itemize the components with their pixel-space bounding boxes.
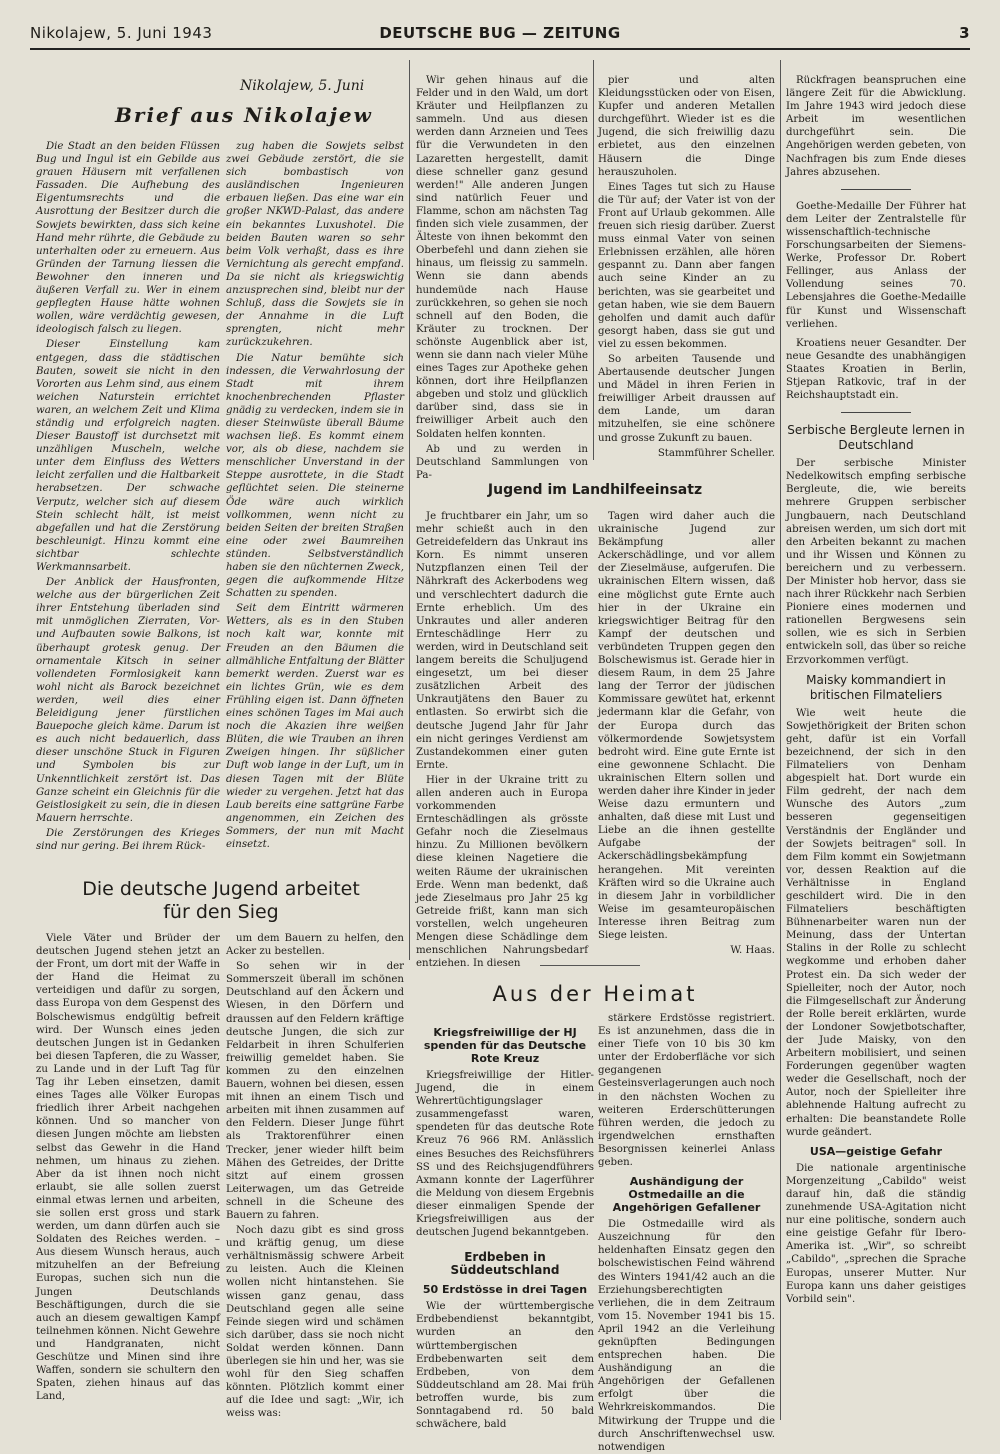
separator (841, 189, 911, 190)
jugend-signature: Stammführer Scheller. (657, 447, 775, 459)
paragraph: Die Natur bemühte sich indessen, die Verwahrlosung der Stadt mit ihrem knochenbrechenden Pflaster gnädig zu verdecken, indem sie in dieser Steinwüste überall Bäume wachsen ließ. Es kommt einem vor, als ob diese, nachdem sie menschlicher Unverstand in der Steppe ausrottete, in die Stadt geflüchtet seien. Die steinerne Öde wäre auch wirklich vollkommen, wenn nicht zu beiden Seiten der breiten Straßen eine oder zwei Baumreihen stünden. Selbstverständlich haben sie den nüchternen Zweck, gegen die aufkommende Hitze Schatten zu spenden. (226, 352, 404, 600)
paragraph: So sehen wir in der Sommerszeit überall im schönen Deutschland auf den Äckern und Wiesen, in den Dörfern und draussen auf den Feldern kräftige deutsche Jungen, die sich zur Feldarbeit in ihren Schulferien freiwillig gemeldet haben. Sie kommen zu den einzelnen Bauern, wohnen bei diesen, essen mit ihnen an einem Tisch und arbeiten mit ihnen zusammen auf den Feldern. Dieser Junge führt als Traktorenführer einen Trecker, jener wieder hilft beim Mähen des Getreides, der Dritte sitzt auf einem grossen Leiterwagen, um das Getreide schnell in die Scheune des Bauern zu fahren. (226, 961, 404, 1221)
erdbeben-subheadline: 50 Erdstösse in drei Tagen (422, 1283, 588, 1297)
serb-headline: Serbische Bergleute lernen in Deutschland (787, 423, 965, 453)
usa-headline: USA—geistige Gefahr (809, 1144, 943, 1158)
brief-dateline: Nikolajew, 5. Juni (240, 78, 365, 94)
landhilfe-column-2 (598, 510, 775, 957)
jugend-column-3 (416, 74, 588, 481)
section-rule (540, 965, 640, 966)
paragraph: Tagen wird daher auch die ukrainische Jugend zur Bekämpfung aller Ackerschädlinge, und vor allem der Zieselmäuse, aufgerufen. Die ukrainischen Eltern wissen, daß eine möglichst gute Ernte auch hier in der Ukraine ein kriegswichtiger Beitrag für den Kampf der deutschen und verbündeten Truppen gegen den Bolschewismus ist. Gerade hier in diesem Raum, in dem 25 Jahre lang der Terror der jüdischen Kommissare gewütet hat, erkennt jedermann klar die Gefahr, von der Europa durch das völkermordende Sowjetsystem bedroht wird. Eine gute Ernte ist eine gewonnene Schlacht. Die ukrainischen Eltern sollen und werden daher ihre Kinder in jeder Weise dazu ermuntern und anhalten, daß diese mit Lust und Liebe an die ihnen gestellte Aufgabe der Ackerschädlingsbekämpfung herangehen. Mit vereinten Kräften wird so die Ukraine auch in diesem Jahr in vorbildlicher Weise im gesamteuropäischen Interesse ihren Beitrag zum Siege leisten. (598, 511, 775, 941)
column-rule (593, 60, 594, 460)
page-number: 3 (959, 24, 970, 42)
erdbeben-headline: Erdbeben in Süddeutschland (450, 1250, 560, 1278)
paragraph: Rückfragen beanspruchen eine längere Zeit für die Abwicklung. Im Jahre 1943 wird jedoch diese Arbeit im wesentlichen durchgeführt sein. Die Angehörigen werden gebeten, von Nachfragen bis zum Ende dieses Jahres abzusehen. (786, 75, 966, 178)
paragraph: Ab und zu werden in Deutschland Sammlungen von Pa- (416, 443, 588, 481)
column-rule (780, 60, 781, 1420)
landhilfe-headline: Jugend im Landhilfeeinsatz (487, 482, 703, 498)
paragraph: Die Stadt an den beiden Flüssen Bug und Ingul ist ein Gebilde aus grauen Häusern mit verfallenen Fassaden. Die Aufhebung des Eigentumsrechts und die Ausrottung der Besitzer durch die Sowjets bewirkten, dass sich keine Hand mehr rührte, die Gebäude zu unterhalten oder zu erneuern. Aus Gründen der Tarnung liessen die Bewohner den inneren und äußeren Verfall zu. Wer in einem gepflegten Hause hätte wohnen wollen, wäre verdächtig gewesen, ideologisch falsch zu liegen. (36, 141, 220, 336)
separator (841, 412, 911, 413)
right-column (786, 74, 966, 1419)
landhilfe-column-1 (416, 510, 588, 970)
kroatien-notice: Kroatiens neuer Gesandter. Der neue Gesandte des unabhängigen Staates Kroatien in Berlin, Stjepan Ratkovic, traf in der Reichshauptstadt ein. (786, 337, 966, 402)
jugend-headline-line-1: Die deutsche Jugend arbeitet (82, 878, 360, 900)
maisky-headline: Maisky kommandiert in britischen Filmateliers (806, 672, 946, 702)
paragraph: um dem Bauern zu helfen, den Acker zu bestellen. (226, 933, 404, 958)
column-rule (409, 60, 410, 960)
heimat-column-1 (416, 1020, 594, 1431)
heimat-headline: Aus der Heimat (492, 982, 698, 1006)
landhilfe-signature: W. Haas. (730, 945, 775, 957)
masthead-title: DEUTSCHE BUG — ZEITUNG (379, 24, 621, 42)
paragraph: Viele Väter und Brüder der deutschen Jugend stehen jetzt an der Front, um dort mit der Waffe in der Hand die Heimat zu verteidigen und dafür zu sorgen, dass Europa von dem Gespenst des Bolschewismus endgültig befreit wird. Der Wunsch eines jeden deutschen Jungen ist in Gedanken bei diesen Tapferen, die zu Wasser, zu Lande und in der Luft Tag für Tag ihr Leben einsetzen, damit eines Tages alle Völker Europas friedlich ihrer Arbeit nachgehen können. Und so mancher von diesen Jungen möchte am liebsten selbst das Gewehr in die Hand nehmen, um hinaus zu ziehen. Aber da ist ihnen noch nicht erlaubt, sie alle sollen zuerst einmal etwas lernen und arbeiten, sie sollen erst gross und stark werden, um dann dürfen auch sie Soldaten des Reiches werden. – Aus diesem Wunsch heraus, auch mitzuhelfen an der Befreiung Europas, suchen sich nun die Jungen Deutschlands Beschäftigungen, durch die sie auch an diesem gewaltigen Kampf teilnehmen können. Nicht Gewehre und Handgranaten, nicht Geschütze und Minen sind ihre Waffen, sondern sie schultern den Spaten, ziehen hinaus auf das Land, (36, 933, 220, 1403)
jugend-column-4 (598, 74, 775, 472)
paragraph: Eines Tages tut sich zu Hause die Tür auf; der Vater ist von der Front auf Urlaub gekommen. Alle freuen sich riesig darüber. Zuerst muss einmal Vater von seinen Erlebnissen erzählen, alle hören gespannt zu. Dann aber fangen auch seine Kinder an zu berichten, was sie gearbeitet und getan haben, wie sie dem Bauern geholfen und damit auch dafür gesorgt haben, dass sie gut und viel zu essen bekommen. (598, 181, 775, 350)
paragraph: Kriegsfreiwillige der Hitler-Jugend, die in einem Wehrertüchtigungslager zusammengefasst waren, spendeten für das deutsche Rote Kreuz 76 966 RM. Anlässlich eines Besuches des Reichsführers SS und des Reichsjugendführers Axmann konnte der Lagerführer die Meldung von diesem Ergebnis dieser einmaligen Spende der Kriegsfreiwilligen aus der deutschen Jugend bekanntgeben. (416, 1070, 594, 1239)
paragraph: Wie weit heute die Sowjethörigkeit der Briten schon geht, dafür ist ein Vorfall bezeichnend, der sich in den Filmateliers von Denham abgespielt hat. Dort wurde ein Film gedreht, der nach dem Wunsche des Autors „zum besseren gegenseitigen Verständnis der Engländer und der Sowjets beitragen" soll. In dem Film kommt ein Sowjetmann vor, dessen Reaktion auf die Verhältnisse in England geschildert wird. Die in den Filmateliers beschäftigten Bühnenarbeiter waren nun der Meinung, dass der Untertan Stalins in der Rolle zu schlecht wegkomme und erhoben daher Protest ein. Da sich weder der Spielleiter, noch der Autor, noch die Filmgesellschaft zur Änderung der Rolle bereit erklärten, wurde der Londoner Sowjetbotschafter, der Jude Maisky, von den Arbeitern mobilisiert, und seinen Forderungen gegenüber wagten weder die Gesellschaft, noch der Autor, noch der Spielleiter ihre ablehnende Haltung aufrecht zu erhalten: Die beanstandete Rolle wurde geändert. (786, 707, 966, 1138)
paragraph: Die nationale argentinische Morgenzeitung „Cabildo" weist darauf hin, daß die ständig zunehmende USA-Agitation nicht nur eine politische, sondern auch eine geistige Gefahr für Ibero-Amerika ist. „Wir", so schreibt „Cabildo", „sprechen die Sprache Europas, unserer Mutter. Nur Europa kann uns daher geistiges Vorbild sein". (786, 1162, 966, 1305)
masthead-place-date: Nikolajew, 5. Juni 1943 (30, 24, 213, 42)
paragraph: zug haben die Sowjets selbst zwei Gebäude zerstört, die sie sich bombastisch von ausländischen Ingenieuren erbauen ließen. Das eine war ein großer NKWD-Palast, das andere ein bekanntes Luxushotel. Die beiden Bauten waren so sehr beim Volk verhaßt, dass es ihre Vernichtung als gerecht empfand. Da sie nicht als kriegswichtig anzusprechen sind, bleibt nur der Schluß, dass die Sowjets sie in der Annahme in die Luft sprengten, nicht mehr zurückzukehren. (226, 141, 404, 349)
brief-column-2 (226, 140, 404, 865)
jugend-headline-line-2: für den Sieg (163, 901, 279, 923)
paragraph: Hier in der Ukraine tritt zu allen anderen auch in Europa vorkommenden Ernteschädlingen als grösste Gefahr noch die Zieselmaus hinzu. Zu Millionen bevölkern diese kleinen Nagetiere die weiten Räume der ukrainischen Erde. Wenn man bedenkt, daß jede Zieselmaus pro Jahr 25 kg Getreide frißt, kann man sich vorstellen, welch ungeheuren Mengen diese Schädlinge dem menschlichen Nahrungsbedarf entziehen. In diesen (416, 774, 588, 970)
goethe-notice: Goethe-Medaille Der Führer hat dem Leiter der Zentralstelle für wissenschaftlich-technische Forschungsarbeiten der Siemens-Werke, Professor Dr. Robert Fellinger, aus Anlass der Vollendung seines 70. Lebensjahres die Goethe-Medaille für Kunst und Wissenschaft verliehen. (786, 200, 966, 330)
jugend-headline (36, 878, 406, 924)
paragraph: Dieser Einstellung kam entgegen, dass die städtischen Bauten, soweit sie nicht in den Vororten aus Lehm sind, aus einem weichen Naturstein errichtet waren, an welchem Zeit und Klima ständig und erfolgreich nagten. Dieser Baustoff ist durchsetzt mit unzähligen Muscheln, welche unter dem Einfluss des Wetters leicht zerfallen und die Haltbarkeit herabsetzen. Der schwache Verputz, welcher sich auf diesem Stein schlecht hält, ist meist abgefallen und hat die Zerstörung beschleunigt. Hinzu kommt eine sichtbar schlechte Werkmannsarbeit. (36, 339, 220, 573)
jugend-column-2 (226, 932, 404, 1420)
jugend-column-1 (36, 932, 220, 1412)
hj-headline: Kriegsfreiwillige der HJ spenden für das Deutsche Rote Kreuz (423, 1026, 587, 1065)
paragraph: Der serbische Minister Nedelkowitsch empfing serbische Bergleute, die, wie bereits mehrere Gruppen serbischer Jungbauern, nach Deutschland abreisen werden, um sich dort mit den Arbeiten bekannt zu machen und ihr Wissen und Können zu bereichern und zu verbessern. Der Minister hob hervor, dass sie nach ihrer Rückkehr nach Serbien Pioniere eines modernen und rationellen Bergwesens sein sollen, wie es sich in Serbien entwickeln soll, das über so reiche Erzvorkommen verfügt. (786, 458, 966, 666)
heimat-column-2 (598, 1012, 775, 1453)
ostmedaille-headline: Aushändigung der Ostmedaille an die Angehörigen Gefallener (612, 1175, 761, 1215)
brief-headline: Brief aus Nikolajew (115, 103, 373, 127)
masthead (30, 22, 970, 50)
paragraph: Die Ostmedaille wird als Auszeichnung für den heldenhaften Einsatz gegen den bolschewistischen Feind während des Winters 1941/42 auch an die Erziehungsberechtigten verliehen, die in dem Zeitraum vom 15. November 1941 bis 15. April 1942 an die Verleihung geknüpften Bedingungen entsprechen haben. Die Aushändigung an die Angehörigen der Gefallenen erfolgt über die Wehrkreiskommandos. Die Mitwirkung der Truppe und die durch Anschriftenwechsel usw. notwendigen (598, 1219, 775, 1453)
paragraph: Wie der württembergische Erdbebendienst bekanntgibt, wurden an den württembergischen Erdbebenwarten seit dem Erdbeben, von dem Süddeutschland am 28. Mai früh betroffen wurde, bis zum Sonntagabend rd. 50 bald schwächere, bald (416, 1301, 594, 1431)
brief-column-1 (36, 140, 220, 865)
paragraph: Wir gehen hinaus auf die Felder und in den Wald, um dort Kräuter und Heilpflanzen zu sammeln. Und aus diesen werden dann Arzneien und Tees für die Verwundeten in den Lazaretten hergestellt, damit diese schneller ganz gesund werden!" Alle anderen Jungen sind natürlich Feuer und Flamme, schon am nächsten Tag finden sich viele zusammen, der Älteste von ihnen bekommt den Oberbefehl und dann ziehen sie hinaus, um fleissig zu sammeln. Wenn sie dann abends hundemüde nach Hause zurückkehren, so gehen sie noch schnell auf den Boden, die Kräuter zu trocknen. Der schönste Augenblick aber ist, wenn sie dann nach vieler Mühe eines Tages zur Apotheke gehen können, dort ihre Heilpflanzen abgeben und stolz und glücklich darüber sind, dass sie in freiwilliger Arbeit auch den Soldaten helfen konnten. (416, 75, 588, 440)
paragraph: Seit dem Eintritt wärmeren Wetters, als es in den Stuben noch kalt war, konnte mit Freuden an den Bäumen die allmähliche Entfaltung der Blätter bemerkt werden. Zuerst war es ein lichtes Grün, wie es dem Frühling eigen ist. Dann öffneten eines schönen Tages im Mai auch noch die Akazien ihre weißen Blüten, die wie Trauben an ihren Zweigen hingen. Ihr süßlicher Duft wob lange in der Luft, um in diesen Tagen mit der Blüte wieder zu vergehen. Jetzt hat das Laub bereits eine sattgrüne Farbe angenommen, ein Zeichen des Sommers, der nun mit Macht einsetzt. (226, 603, 404, 850)
paragraph: So arbeiten Tausende und Abertausende deutscher Jungen und Mädel in ihren Ferien in freiwilliger Arbeit draussen auf dem Lande, um daran mitzuhelfen, sie eine schönere und grosse Zukunft zu bauen. (598, 353, 775, 444)
paragraph: stärkere Erdstösse registriert. Es ist anzunehmen, dass die in einer Tiefe von 10 bis 30 km unter der Erdoberfläche vor sich gegangenen Gesteinsverlagerungen auch noch in den nächsten Wochen zu weiteren Erderschütterungen führen werden, die jedoch zu irgendwelchen ernsthaften Besorgnissen keinerlei Anlass geben. (598, 1013, 775, 1169)
paragraph: pier und alten Kleidungsstücken oder von Eisen, Kupfer und anderen Metallen durchgeführt. Wieder ist es die Jugend, die sich freiwillig dazu erbietet, aus den einzelnen Häusern die Dinge herauszuholen. (598, 75, 775, 178)
paragraph: Die Zerstörungen des Krieges sind nur gering. Bei ihrem Rück- (36, 827, 220, 852)
paragraph: Je fruchtbarer ein Jahr, um so mehr schießt auch in den Getreidefeldern das Unkraut ins Korn. Es nimmt unseren Nutzpflanzen einen Teil der Nährkraft des Ackerbodens weg und verschlechtert dadurch die Ernte erheblich. Um des Unkrautes und aller anderen Ernteschädlinge Herr zu werden, wird in Deutschland seit langem bereits die Schuljugend eingesetzt, um bei dieser zusätzlichen Arbeit des Unkrautjätens den Bauer zu entlasten. So erwirbt sich die deutsche Jugend Jahr für Jahr ein nicht geringes Verdienst am Zustandekommen einer guten Ernte. (416, 511, 588, 771)
paragraph: Der Anblick der Hausfronten, welche aus der bürgerlichen Zeit ihrer Entstehung überladen sind mit unmöglichen Zierraten, Vor- und Aufbauten sowie Balkons, ist überhaupt grotesk genug. Der ornamentale Kitsch in seiner vollendeten Formlosigkeit kann wohl nicht als Barock bezeichnet werden, weil dies einer Beleidigung jener fürstlichen Bauepoche gleich käme. Darum ist es auch nicht bedauerlich, dass dieser unschöne Stuck in Figuren und Symbolen bis zur Unkenntlichkeit zerstört ist. Das Ganze scheint ein Gleichnis für die Geistlosigkeit zu sein, die in diesen Mauern herrschte. (36, 577, 220, 824)
paragraph: Noch dazu gibt es sind gross und kräftig genug, um diese verhältnismässig schwere Arbeit zu leisten. Auch die Kleinen wollen nicht hintanstehen. Sie wissen ganz genau, dass Deutschland gegen alle seine Feinde siegen wird und schämen sich darüber, dass sie noch nicht Soldat werden können. Dann überlegen sie hin und her, was sie wohl für den Sieg schaffen könnten. Plötzlich kommt einer auf die Idee und sagt: „Wir, ich weiss was: (226, 1225, 404, 1420)
